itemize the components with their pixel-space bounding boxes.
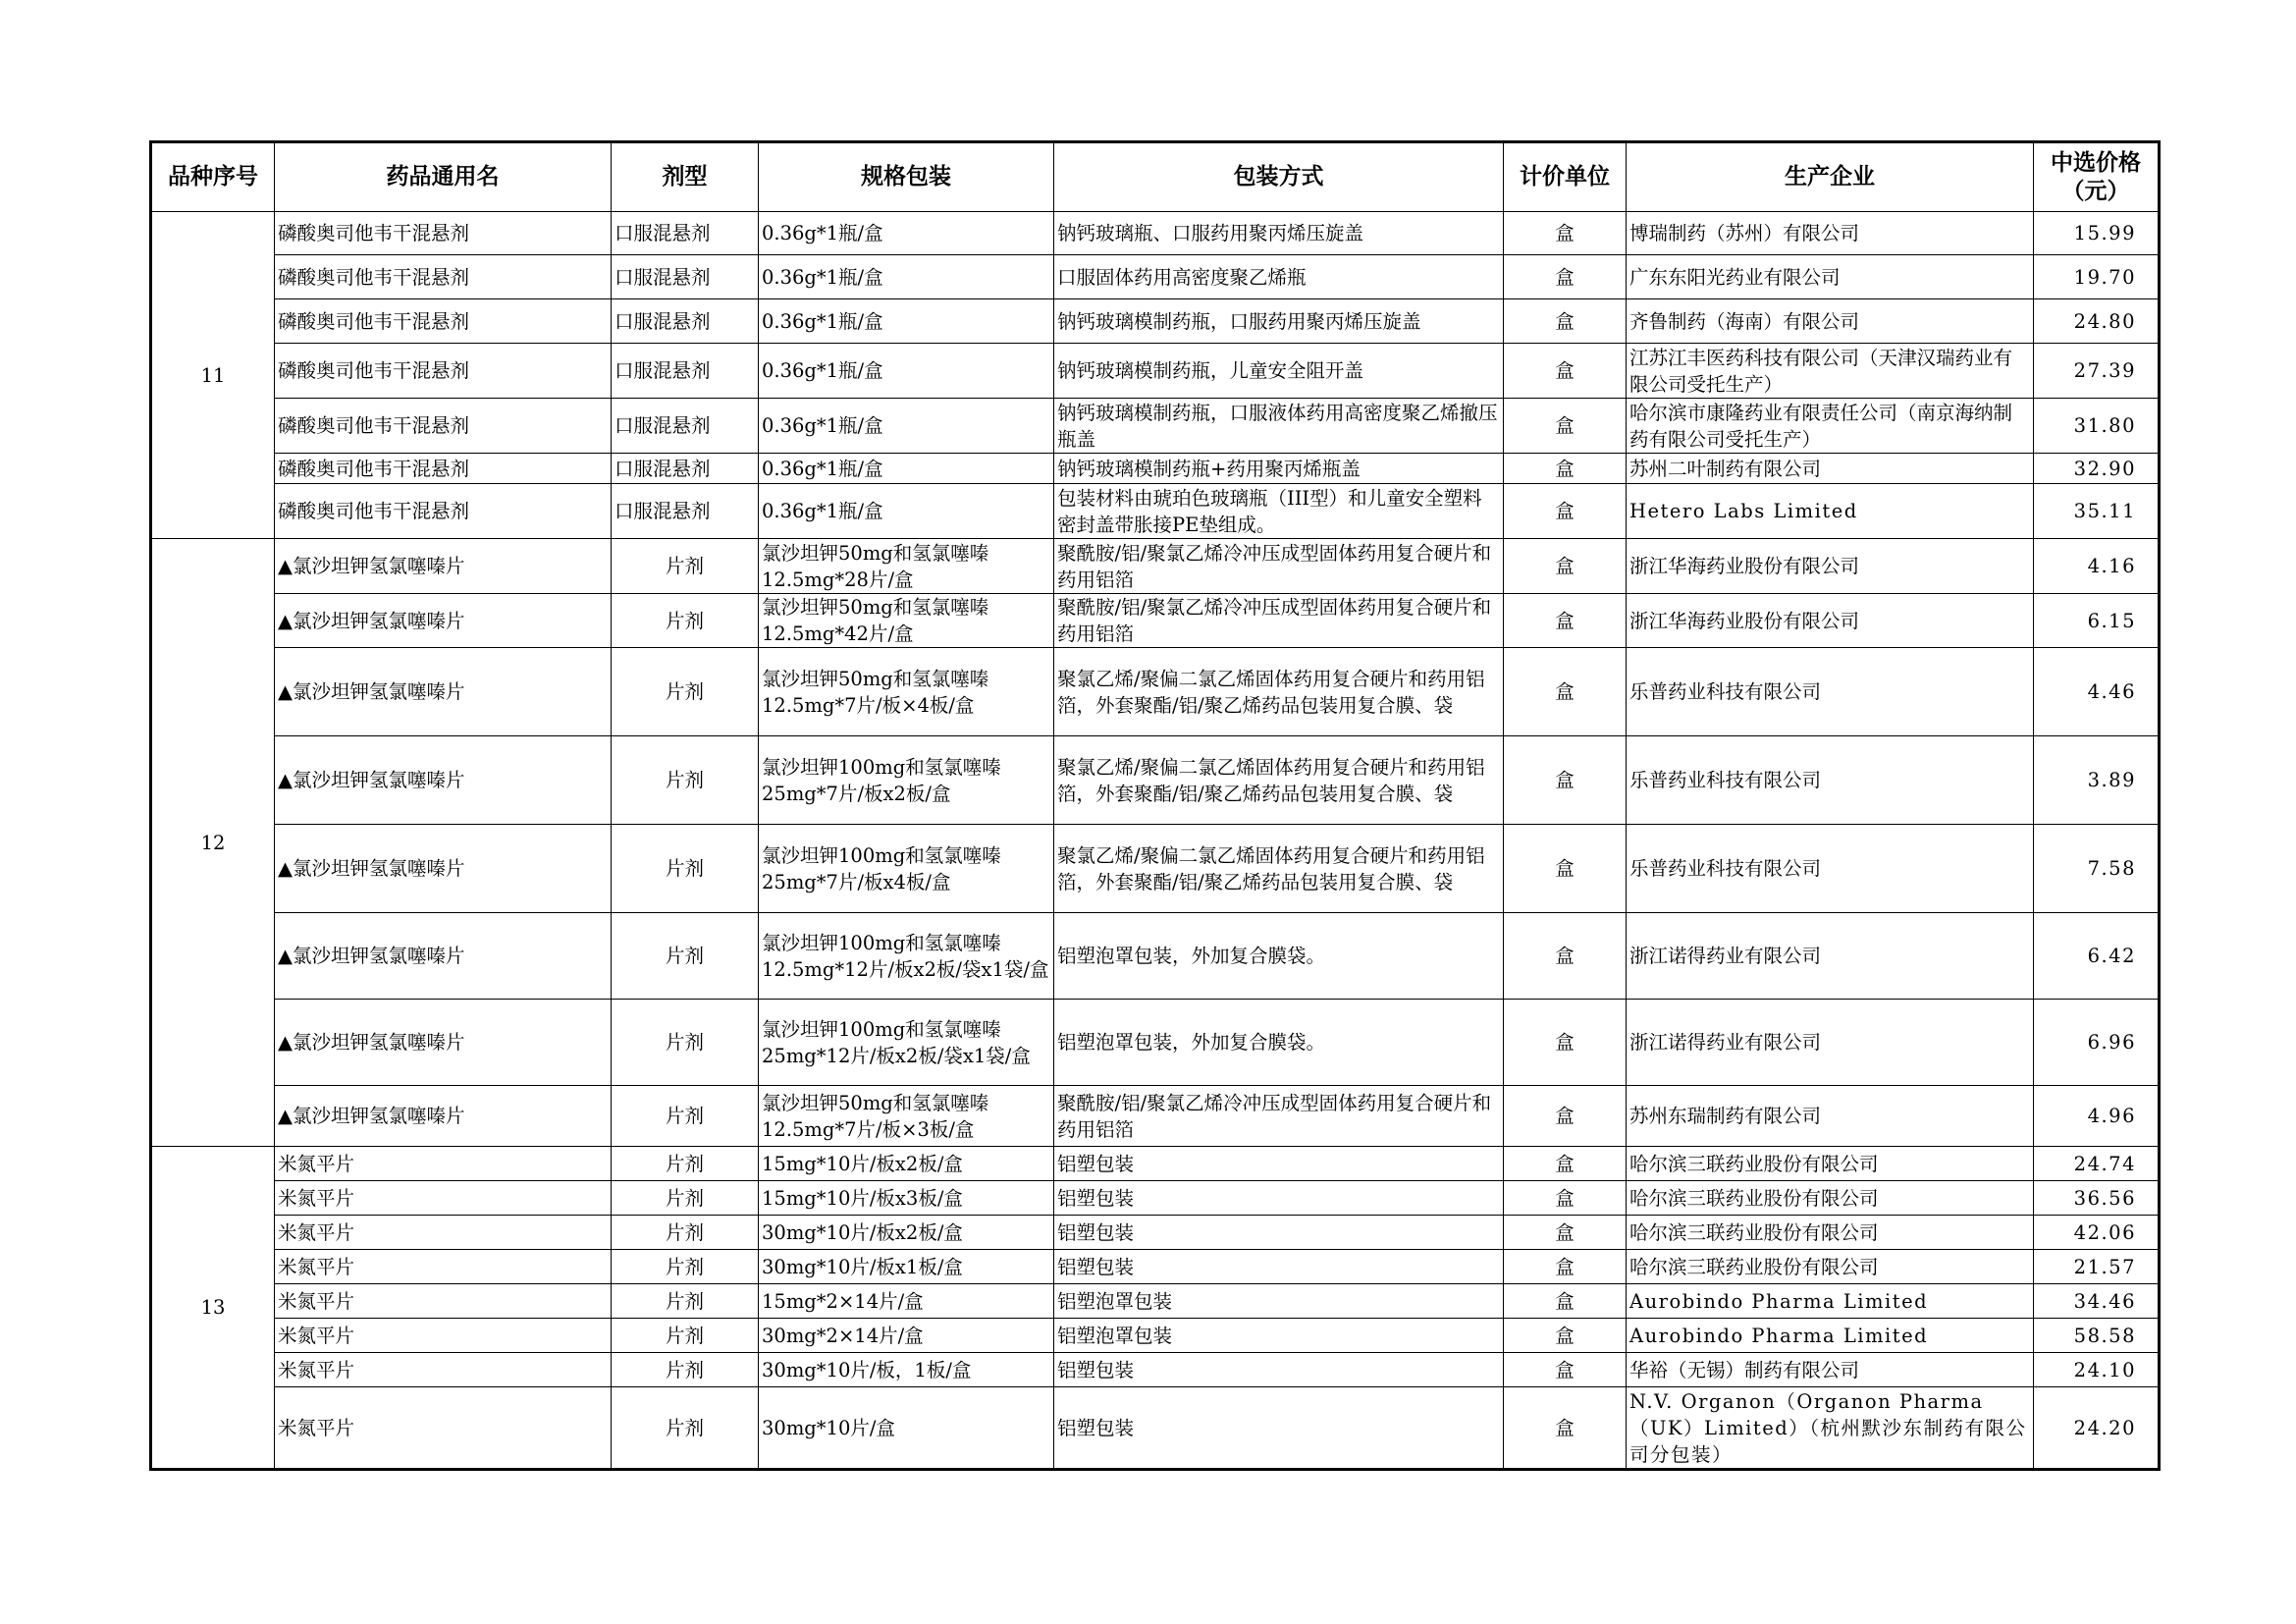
packaging-cell: 聚氯乙烯/聚偏二氯乙烯固体药用复合硬片和药用铝箔，外套聚酯/铝/聚乙烯药品包装用复合膜、袋 bbox=[1054, 648, 1504, 736]
dosage-form-cell: 片剂 bbox=[612, 1250, 759, 1284]
table-row bbox=[151, 484, 2160, 539]
price-cell: 36.56 bbox=[2034, 1181, 2160, 1216]
manufacturer-cell: 博瑞制药（苏州）有限公司 bbox=[1627, 212, 2034, 255]
specification-cell: 氯沙坦钾50mg和氢氯噻嗪12.5mg*42片/盒 bbox=[759, 594, 1054, 648]
dosage-form-cell: 片剂 bbox=[612, 539, 759, 594]
dosage-form-cell: 口服混悬剂 bbox=[612, 212, 759, 255]
drug-name-cell: 米氮平片 bbox=[275, 1181, 612, 1216]
header-category-no: 品种序号 bbox=[151, 142, 275, 212]
specification-cell: 0.36g*1瓶/盒 bbox=[759, 212, 1054, 255]
specification-cell: 30mg*10片/板x2板/盒 bbox=[759, 1216, 1054, 1250]
unit-cell: 盒 bbox=[1504, 1000, 1627, 1086]
packaging-cell: 聚氯乙烯/聚偏二氯乙烯固体药用复合硬片和药用铝箔，外套聚酯/铝/聚乙烯药品包装用复合膜、袋 bbox=[1054, 825, 1504, 913]
packaging-cell: 铝塑泡罩包装 bbox=[1054, 1284, 1504, 1319]
dosage-form-cell: 口服混悬剂 bbox=[612, 344, 759, 399]
price-cell: 4.46 bbox=[2034, 648, 2160, 736]
drug-name-cell: ▲氯沙坦钾氢氯噻嗪片 bbox=[275, 736, 612, 825]
dosage-form-cell: 片剂 bbox=[612, 1147, 759, 1181]
manufacturer-cell: Aurobindo Pharma Limited bbox=[1627, 1284, 2034, 1319]
price-cell: 32.90 bbox=[2034, 454, 2160, 484]
table-row bbox=[151, 913, 2160, 1000]
price-cell: 6.42 bbox=[2034, 913, 2160, 1000]
table-row bbox=[151, 1387, 2160, 1470]
price-cell: 31.80 bbox=[2034, 399, 2160, 454]
packaging-cell: 钠钙玻璃模制药瓶+药用聚丙烯瓶盖 bbox=[1054, 454, 1504, 484]
price-cell: 58.58 bbox=[2034, 1319, 2160, 1353]
specification-cell: 0.36g*1瓶/盒 bbox=[759, 299, 1054, 344]
unit-cell: 盒 bbox=[1504, 1086, 1627, 1147]
manufacturer-cell: 浙江华海药业股份有限公司 bbox=[1627, 539, 2034, 594]
table-row bbox=[151, 539, 2160, 594]
manufacturer-cell: 苏州东瑞制药有限公司 bbox=[1627, 1086, 2034, 1147]
header-price: 中选价格（元） bbox=[2034, 142, 2160, 212]
specification-cell: 15mg*10片/板x3板/盒 bbox=[759, 1181, 1054, 1216]
category-no-cell: 12 bbox=[151, 539, 275, 1147]
price-cell: 24.20 bbox=[2034, 1387, 2160, 1470]
specification-cell: 0.36g*1瓶/盒 bbox=[759, 484, 1054, 539]
drug-name-cell: ▲氯沙坦钾氢氯噻嗪片 bbox=[275, 825, 612, 913]
table-row bbox=[151, 594, 2160, 648]
price-cell: 27.39 bbox=[2034, 344, 2160, 399]
dosage-form-cell: 片剂 bbox=[612, 913, 759, 1000]
manufacturer-cell: 齐鲁制药（海南）有限公司 bbox=[1627, 299, 2034, 344]
packaging-cell: 钠钙玻璃瓶、口服药用聚丙烯压旋盖 bbox=[1054, 212, 1504, 255]
packaging-cell: 铝塑包装 bbox=[1054, 1216, 1504, 1250]
manufacturer-cell: 华裕（无锡）制药有限公司 bbox=[1627, 1353, 2034, 1387]
dosage-form-cell: 口服混悬剂 bbox=[612, 484, 759, 539]
table-row bbox=[151, 344, 2160, 399]
unit-cell: 盒 bbox=[1504, 594, 1627, 648]
manufacturer-cell: 浙江诺得药业有限公司 bbox=[1627, 913, 2034, 1000]
table-row bbox=[151, 1319, 2160, 1353]
table-row bbox=[151, 648, 2160, 736]
dosage-form-cell: 口服混悬剂 bbox=[612, 255, 759, 299]
packaging-cell: 口服固体药用高密度聚乙烯瓶 bbox=[1054, 255, 1504, 299]
dosage-form-cell: 片剂 bbox=[612, 825, 759, 913]
unit-cell: 盒 bbox=[1504, 399, 1627, 454]
table-row bbox=[151, 1000, 2160, 1086]
price-cell: 6.15 bbox=[2034, 594, 2160, 648]
table-row bbox=[151, 1353, 2160, 1387]
price-cell: 35.11 bbox=[2034, 484, 2160, 539]
table-row bbox=[151, 1147, 2160, 1181]
unit-cell: 盒 bbox=[1504, 1147, 1627, 1181]
specification-cell: 氯沙坦钾100mg和氢氯噻嗪25mg*7片/板x2板/盒 bbox=[759, 736, 1054, 825]
unit-cell: 盒 bbox=[1504, 1387, 1627, 1470]
price-cell: 42.06 bbox=[2034, 1216, 2160, 1250]
price-cell: 24.74 bbox=[2034, 1147, 2160, 1181]
price-cell: 6.96 bbox=[2034, 1000, 2160, 1086]
table-row bbox=[151, 825, 2160, 913]
unit-cell: 盒 bbox=[1504, 344, 1627, 399]
manufacturer-cell: 浙江诺得药业有限公司 bbox=[1627, 1000, 2034, 1086]
unit-cell: 盒 bbox=[1504, 913, 1627, 1000]
drug-name-cell: 米氮平片 bbox=[275, 1353, 612, 1387]
manufacturer-cell: N.V. Organon（Organon Pharma（UK）Limited）（杭州默沙东制药有限公司分包装） bbox=[1627, 1387, 2034, 1470]
specification-cell: 0.36g*1瓶/盒 bbox=[759, 344, 1054, 399]
specification-cell: 氯沙坦钾100mg和氢氯噻嗪12.5mg*12片/板x2板/袋x1袋/盒 bbox=[759, 913, 1054, 1000]
header-specification: 规格包装 bbox=[759, 142, 1054, 212]
specification-cell: 30mg*10片/板x1板/盒 bbox=[759, 1250, 1054, 1284]
price-cell: 15.99 bbox=[2034, 212, 2160, 255]
specification-cell: 氯沙坦钾50mg和氢氯噻嗪12.5mg*7片/板×4板/盒 bbox=[759, 648, 1054, 736]
header-unit: 计价单位 bbox=[1504, 142, 1627, 212]
dosage-form-cell: 片剂 bbox=[612, 1319, 759, 1353]
manufacturer-cell: 乐普药业科技有限公司 bbox=[1627, 825, 2034, 913]
table-row bbox=[151, 1181, 2160, 1216]
unit-cell: 盒 bbox=[1504, 1353, 1627, 1387]
price-cell: 24.10 bbox=[2034, 1353, 2160, 1387]
packaging-cell: 钠钙玻璃模制药瓶，口服液体药用高密度聚乙烯撤压瓶盖 bbox=[1054, 399, 1504, 454]
specification-cell: 0.36g*1瓶/盒 bbox=[759, 255, 1054, 299]
specification-cell: 30mg*10片/板，1板/盒 bbox=[759, 1353, 1054, 1387]
packaging-cell: 铝塑泡罩包装，外加复合膜袋。 bbox=[1054, 1000, 1504, 1086]
packaging-cell: 铝塑包装 bbox=[1054, 1353, 1504, 1387]
manufacturer-cell: 哈尔滨三联药业股份有限公司 bbox=[1627, 1250, 2034, 1284]
unit-cell: 盒 bbox=[1504, 255, 1627, 299]
unit-cell: 盒 bbox=[1504, 648, 1627, 736]
specification-cell: 15mg*2×14片/盒 bbox=[759, 1284, 1054, 1319]
specification-cell: 15mg*10片/板x2板/盒 bbox=[759, 1147, 1054, 1181]
table-row bbox=[151, 399, 2160, 454]
packaging-cell: 铝塑包装 bbox=[1054, 1250, 1504, 1284]
drug-name-cell: ▲氯沙坦钾氢氯噻嗪片 bbox=[275, 1000, 612, 1086]
price-cell: 7.58 bbox=[2034, 825, 2160, 913]
dosage-form-cell: 口服混悬剂 bbox=[612, 299, 759, 344]
packaging-cell: 聚酰胺/铝/聚氯乙烯冷冲压成型固体药用复合硬片和药用铝箔 bbox=[1054, 539, 1504, 594]
drug-name-cell: 磷酸奥司他韦干混悬剂 bbox=[275, 399, 612, 454]
packaging-cell: 铝塑包装 bbox=[1054, 1147, 1504, 1181]
dosage-form-cell: 片剂 bbox=[612, 648, 759, 736]
unit-cell: 盒 bbox=[1504, 1319, 1627, 1353]
drug-price-table bbox=[149, 140, 2161, 1471]
dosage-form-cell: 片剂 bbox=[612, 1216, 759, 1250]
manufacturer-cell: 乐普药业科技有限公司 bbox=[1627, 648, 2034, 736]
packaging-cell: 铝塑泡罩包装 bbox=[1054, 1319, 1504, 1353]
header-manufacturer: 生产企业 bbox=[1627, 142, 2034, 212]
table-row bbox=[151, 212, 2160, 255]
drug-name-cell: 磷酸奥司他韦干混悬剂 bbox=[275, 344, 612, 399]
category-no-cell: 13 bbox=[151, 1147, 275, 1470]
packaging-cell: 钠钙玻璃模制药瓶，口服药用聚丙烯压旋盖 bbox=[1054, 299, 1504, 344]
header-drug-name: 药品通用名 bbox=[275, 142, 612, 212]
specification-cell: 氯沙坦钾100mg和氢氯噻嗪25mg*12片/板x2板/袋x1袋/盒 bbox=[759, 1000, 1054, 1086]
packaging-cell: 聚氯乙烯/聚偏二氯乙烯固体药用复合硬片和药用铝箔，外套聚酯/铝/聚乙烯药品包装用复合膜、袋 bbox=[1054, 736, 1504, 825]
unit-cell: 盒 bbox=[1504, 484, 1627, 539]
unit-cell: 盒 bbox=[1504, 1284, 1627, 1319]
table-row bbox=[151, 1284, 2160, 1319]
manufacturer-cell: 江苏江丰医药科技有限公司（天津汉瑞药业有限公司受托生产） bbox=[1627, 344, 2034, 399]
specification-cell: 0.36g*1瓶/盒 bbox=[759, 454, 1054, 484]
dosage-form-cell: 口服混悬剂 bbox=[612, 454, 759, 484]
price-cell: 4.96 bbox=[2034, 1086, 2160, 1147]
unit-cell: 盒 bbox=[1504, 736, 1627, 825]
drug-name-cell: 磷酸奥司他韦干混悬剂 bbox=[275, 255, 612, 299]
manufacturer-cell: 哈尔滨市康隆药业有限责任公司（南京海纳制药有限公司受托生产） bbox=[1627, 399, 2034, 454]
unit-cell: 盒 bbox=[1504, 212, 1627, 255]
drug-name-cell: 磷酸奥司他韦干混悬剂 bbox=[275, 299, 612, 344]
dosage-form-cell: 片剂 bbox=[612, 594, 759, 648]
price-cell: 34.46 bbox=[2034, 1284, 2160, 1319]
table-row bbox=[151, 1250, 2160, 1284]
drug-name-cell: 米氮平片 bbox=[275, 1216, 612, 1250]
specification-cell: 30mg*2×14片/盒 bbox=[759, 1319, 1054, 1353]
manufacturer-cell: 哈尔滨三联药业股份有限公司 bbox=[1627, 1181, 2034, 1216]
specification-cell: 氯沙坦钾50mg和氢氯噻嗪12.5mg*28片/盒 bbox=[759, 539, 1054, 594]
drug-name-cell: ▲氯沙坦钾氢氯噻嗪片 bbox=[275, 648, 612, 736]
manufacturer-cell: Aurobindo Pharma Limited bbox=[1627, 1319, 2034, 1353]
specification-cell: 氯沙坦钾50mg和氢氯噻嗪12.5mg*7片/板×3板/盒 bbox=[759, 1086, 1054, 1147]
dosage-form-cell: 片剂 bbox=[612, 1353, 759, 1387]
dosage-form-cell: 片剂 bbox=[612, 1181, 759, 1216]
table-row bbox=[151, 736, 2160, 825]
drug-name-cell: ▲氯沙坦钾氢氯噻嗪片 bbox=[275, 913, 612, 1000]
dosage-form-cell: 口服混悬剂 bbox=[612, 399, 759, 454]
drug-name-cell: ▲氯沙坦钾氢氯噻嗪片 bbox=[275, 1086, 612, 1147]
manufacturer-cell: 乐普药业科技有限公司 bbox=[1627, 736, 2034, 825]
packaging-cell: 聚酰胺/铝/聚氯乙烯冷冲压成型固体药用复合硬片和药用铝箔 bbox=[1054, 594, 1504, 648]
unit-cell: 盒 bbox=[1504, 1181, 1627, 1216]
drug-name-cell: 米氮平片 bbox=[275, 1284, 612, 1319]
dosage-form-cell: 片剂 bbox=[612, 1284, 759, 1319]
packaging-cell: 铝塑泡罩包装，外加复合膜袋。 bbox=[1054, 913, 1504, 1000]
header-packaging: 包装方式 bbox=[1054, 142, 1504, 212]
unit-cell: 盒 bbox=[1504, 1250, 1627, 1284]
price-cell: 24.80 bbox=[2034, 299, 2160, 344]
dosage-form-cell: 片剂 bbox=[612, 1387, 759, 1470]
price-cell: 19.70 bbox=[2034, 255, 2160, 299]
dosage-form-cell: 片剂 bbox=[612, 1086, 759, 1147]
packaging-cell: 钠钙玻璃模制药瓶，儿童安全阻开盖 bbox=[1054, 344, 1504, 399]
table-row bbox=[151, 1216, 2160, 1250]
dosage-form-cell: 片剂 bbox=[612, 1000, 759, 1086]
packaging-cell: 铝塑包装 bbox=[1054, 1181, 1504, 1216]
drug-name-cell: 米氮平片 bbox=[275, 1250, 612, 1284]
price-cell: 4.16 bbox=[2034, 539, 2160, 594]
table-row bbox=[151, 1086, 2160, 1147]
manufacturer-cell: Hetero Labs Limited bbox=[1627, 484, 2034, 539]
unit-cell: 盒 bbox=[1504, 454, 1627, 484]
drug-name-cell: 磷酸奥司他韦干混悬剂 bbox=[275, 212, 612, 255]
unit-cell: 盒 bbox=[1504, 1216, 1627, 1250]
drug-name-cell: 米氮平片 bbox=[275, 1319, 612, 1353]
manufacturer-cell: 哈尔滨三联药业股份有限公司 bbox=[1627, 1147, 2034, 1181]
packaging-cell: 聚酰胺/铝/聚氯乙烯冷冲压成型固体药用复合硬片和药用铝箔 bbox=[1054, 1086, 1504, 1147]
drug-name-cell: ▲氯沙坦钾氢氯噻嗪片 bbox=[275, 539, 612, 594]
specification-cell: 氯沙坦钾100mg和氢氯噻嗪25mg*7片/板x4板/盒 bbox=[759, 825, 1054, 913]
specification-cell: 30mg*10片/盒 bbox=[759, 1387, 1054, 1470]
unit-cell: 盒 bbox=[1504, 299, 1627, 344]
packaging-cell: 包装材料由琥珀色玻璃瓶（III型）和儿童安全塑料密封盖带胀接PE垫组成。 bbox=[1054, 484, 1504, 539]
table-row bbox=[151, 299, 2160, 344]
header-row bbox=[151, 142, 2160, 212]
unit-cell: 盒 bbox=[1504, 825, 1627, 913]
category-no-cell: 11 bbox=[151, 212, 275, 539]
unit-cell: 盒 bbox=[1504, 539, 1627, 594]
drug-name-cell: 米氮平片 bbox=[275, 1387, 612, 1470]
price-cell: 21.57 bbox=[2034, 1250, 2160, 1284]
manufacturer-cell: 广东东阳光药业有限公司 bbox=[1627, 255, 2034, 299]
manufacturer-cell: 哈尔滨三联药业股份有限公司 bbox=[1627, 1216, 2034, 1250]
table-row bbox=[151, 255, 2160, 299]
drug-name-cell: 米氮平片 bbox=[275, 1147, 612, 1181]
drug-name-cell: 磷酸奥司他韦干混悬剂 bbox=[275, 454, 612, 484]
price-cell: 3.89 bbox=[2034, 736, 2160, 825]
table-row bbox=[151, 454, 2160, 484]
manufacturer-cell: 苏州二叶制药有限公司 bbox=[1627, 454, 2034, 484]
dosage-form-cell: 片剂 bbox=[612, 736, 759, 825]
table-body bbox=[151, 212, 2160, 1470]
drug-name-cell: 磷酸奥司他韦干混悬剂 bbox=[275, 484, 612, 539]
manufacturer-cell: 浙江华海药业股份有限公司 bbox=[1627, 594, 2034, 648]
packaging-cell: 铝塑包装 bbox=[1054, 1387, 1504, 1470]
drug-name-cell: ▲氯沙坦钾氢氯噻嗪片 bbox=[275, 594, 612, 648]
specification-cell: 0.36g*1瓶/盒 bbox=[759, 399, 1054, 454]
header-dosage-form: 剂型 bbox=[612, 142, 759, 212]
